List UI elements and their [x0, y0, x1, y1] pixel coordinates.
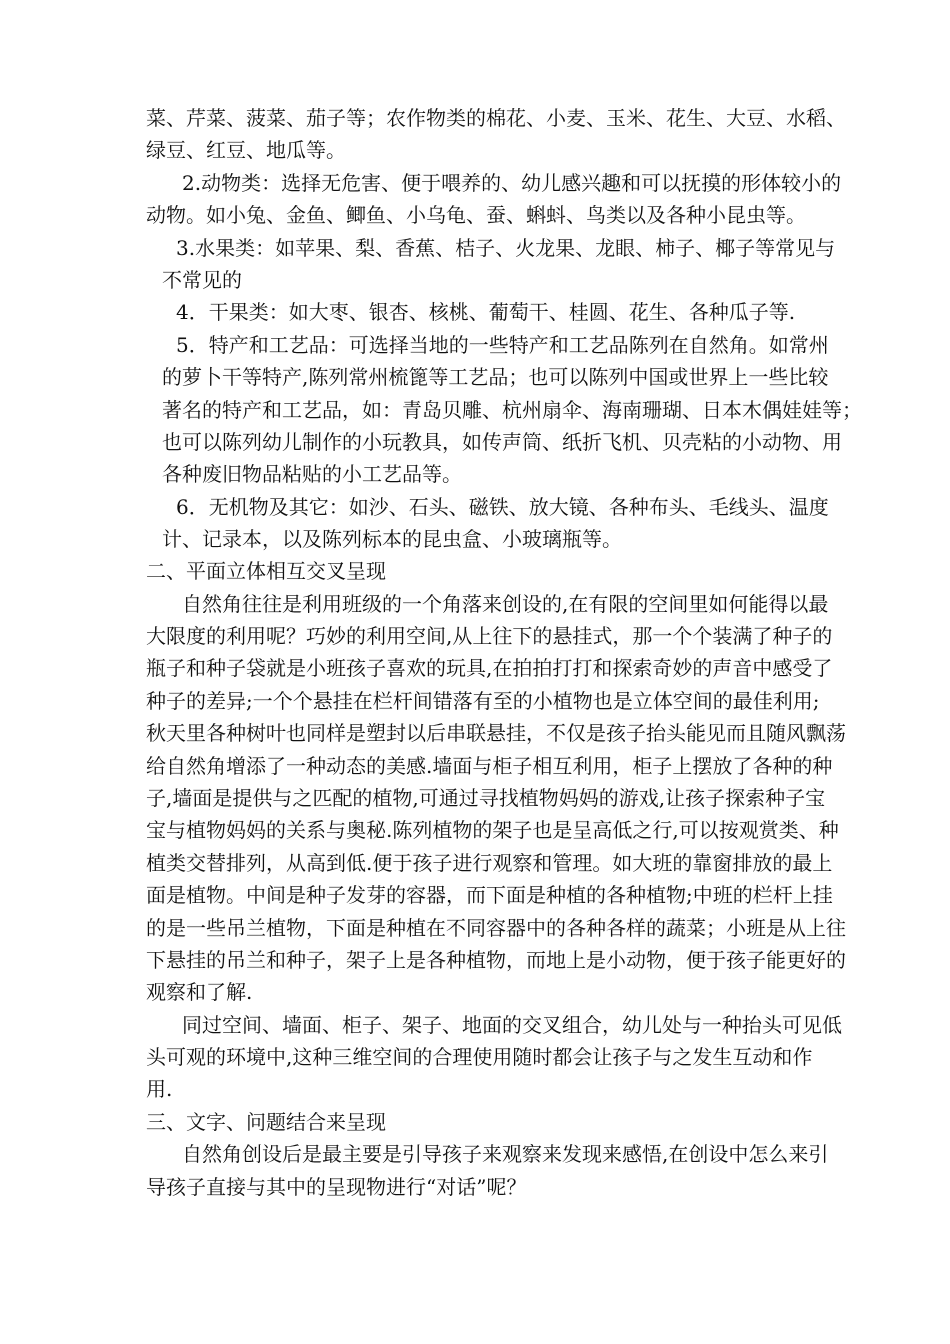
body-line: 植类交替排列，从高到低.便于孩子进行观察和管理。如大班的靠窗排放的最上: [146, 851, 833, 875]
body-line: 子,墙面是提供与之匹配的植物,可通过寻找植物妈妈的游戏,让孩子探索种子宝: [146, 786, 826, 810]
body-line: 不常见的: [162, 268, 242, 292]
list-item-fruits: 3.水果类：如苹果、梨、香蕉、桔子、火龙果、龙眼、柿子、椰子等常见与: [176, 236, 836, 260]
list-item-dried-fruits: 4．干果类：如大枣、银杏、核桃、葡萄干、桂圆、花生、各种瓜子等.: [176, 300, 796, 324]
body-line: 绿豆、红豆、地瓜等。: [146, 138, 346, 162]
body-line: 的是一些吊兰植物，下面是种植在不同容器中的各种各样的蔬菜；小班是从上往: [146, 916, 846, 940]
body-line: 也可以陈列幼儿制作的小玩教具，如传声筒、纸折飞机、贝壳粘的小动物、用: [162, 430, 842, 454]
body-line: 导孩子直接与其中的呈现物进行“对话”呢？: [146, 1175, 527, 1199]
body-line: 的萝卜干等特产,陈列常州梳篦等工艺品；也可以陈列中国或世界上一些比较: [162, 365, 829, 389]
body-line: 观察和了解.: [146, 980, 253, 1004]
body-line: 著名的特产和工艺品，如：青岛贝雕、杭州扇伞、海南珊瑚、日本木偶娃娃等；: [162, 398, 862, 422]
section-heading-3: 三、文字、问题结合来呈现: [146, 1110, 386, 1134]
body-line: 大限度的利用呢？巧妙的利用空间,从上往下的悬挂式，那一个个装满了种子的: [146, 624, 833, 648]
body-line: 自然角往往是利用班级的一个角落来创设的,在有限的空间里如何能得以最: [182, 592, 829, 616]
body-line: 下悬挂的吊兰和种子，架子上是各种植物，而地上是小动物，便于孩子能更好的: [146, 948, 846, 972]
list-item-specialties: 5．特产和工艺品：可选择当地的一些特产和工艺品陈列在自然角。如常州: [176, 333, 829, 357]
list-item-animals: 2.动物类：选择无危害、便于喂养的、幼儿感兴趣和可以抚摸的形体较小的: [182, 171, 842, 195]
body-line: 菜、芹菜、菠菜、茄子等；农作物类的棉花、小麦、玉米、花生、大豆、水稻、: [146, 106, 846, 130]
body-line: 面是植物。中间是种子发芽的容器，而下面是种植的各种植物;中班的栏杆上挂: [146, 883, 833, 907]
list-item-inorganic: 6．无机物及其它：如沙、石头、磁铁、放大镜、各种布头、毛线头、温度: [176, 495, 829, 519]
body-line: 同过空间、墙面、柜子、架子、地面的交叉组合，幼儿处与一种抬头可见低: [182, 1013, 842, 1037]
body-line: 宝与植物妈妈的关系与奥秘.陈列植物的架子也是呈高低之行,可以按观赏类、种: [146, 818, 839, 842]
body-line: 种子的差异;一个个悬挂在栏杆间错落有至的小植物也是立体空间的最佳利用;: [146, 689, 820, 713]
body-line: 秋天里各种树叶也同样是塑封以后串联悬挂，不仅是孩子抬头能见而且随风飘荡: [146, 721, 846, 745]
body-line: 给自然角增添了一种动态的美感.墙面与柜子相互利用，柜子上摆放了各种的种: [146, 754, 833, 778]
body-line: 动物。如小兔、金鱼、鲫鱼、小乌龟、蚕、蝌蚪、鸟类以及各种小昆虫等。: [146, 203, 806, 227]
body-line: 计、记录本，以及陈列标本的昆虫盒、小玻璃瓶等。: [162, 527, 622, 551]
section-heading-2: 二、平面立体相互交叉呈现: [146, 559, 386, 583]
body-line: 用.: [146, 1077, 173, 1101]
body-line: 头可观的环境中,这种三维空间的合理使用随时都会让孩子与之发生互动和作: [146, 1045, 813, 1069]
body-line: 瓶子和种子袋就是小班孩子喜欢的玩具,在拍拍打打和探索奇妙的声音中感受了: [146, 656, 833, 680]
body-line: 各种废旧物品粘贴的小工艺品等。: [162, 462, 462, 486]
body-line: 自然角创设后是最主要是引导孩子来观察来发现来感悟,在创设中怎么来引: [182, 1142, 829, 1166]
